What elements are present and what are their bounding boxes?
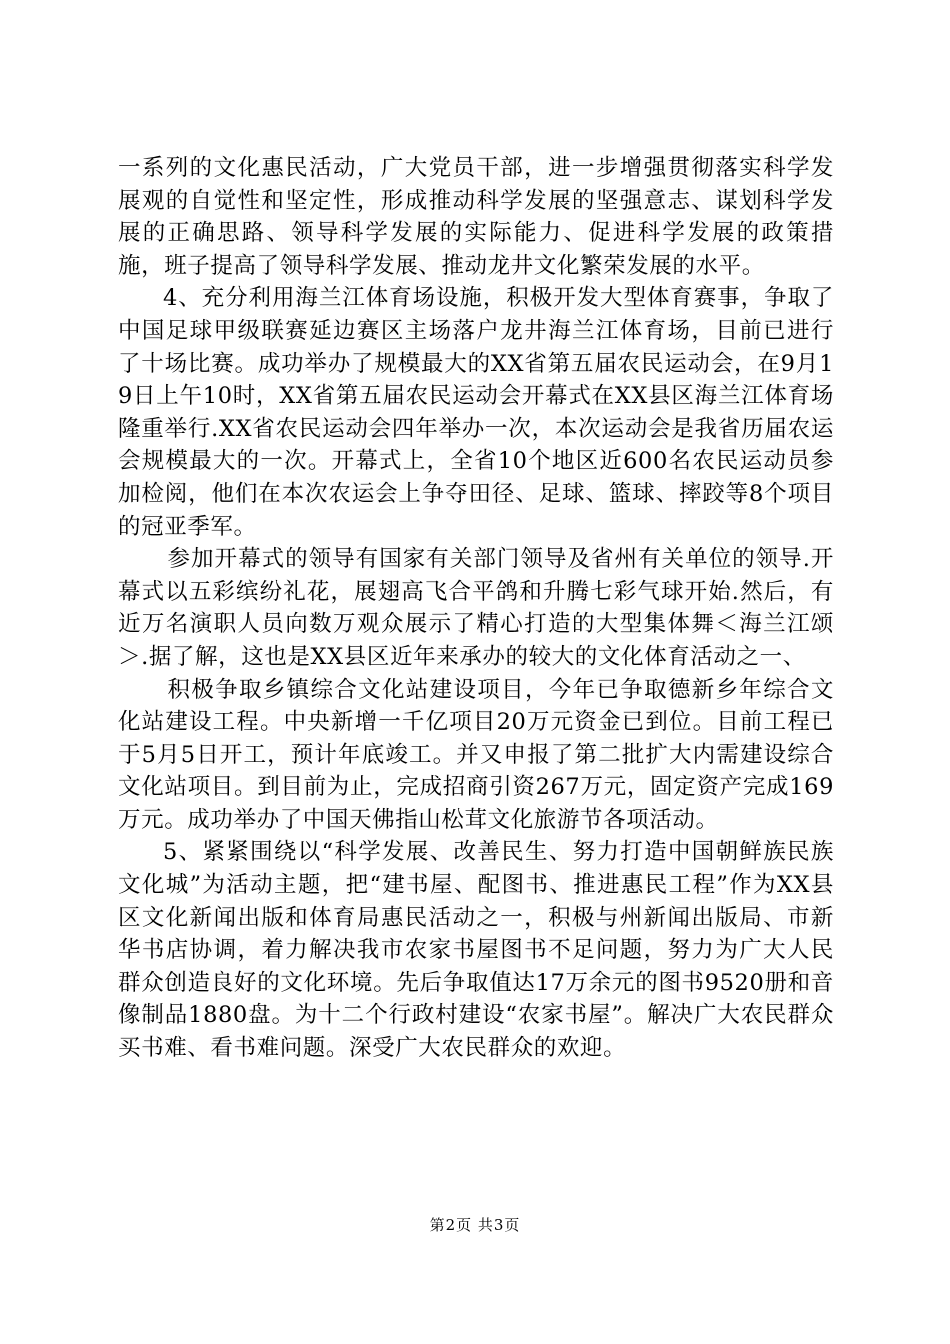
paragraph-1: 一系列的文化惠民活动，广大党员干部，进一步增强贯彻落实科学发展观的自觉性和坚定性，形成推动科学发展的坚强意志、谋划科学发展的正确思路、领导科学发展的实际能力、促进科学发展的政策措施，班子提高了领导科学发展、推动龙井文化繁荣发展的水平。 <box>118 155 834 279</box>
paragraph-2: 4、充分利用海兰江体育场设施，积极开发大型体育赛事，争取了中国足球甲级联赛延边赛区主场落户龙井海兰江体育场，目前已进行了十场比赛。成功举办了规模最大的XX省第五届农民运动会，在9月19日上午10时，XX省第五届农民运动会开幕式在XX县区海兰江体育场隆重举行.XX省农民运动会四年举办一次，本次运动会是我省历届农运会规模最大的一次。开幕式上，全省10个地区近600名农民运动员参加检阅，他们在本次农运会上争夺田径、足球、篮球、摔跤等8个项目的冠亚季军。 <box>118 285 834 540</box>
page-footer <box>0 1215 950 1235</box>
document-body <box>118 152 834 1065</box>
paragraph-4: 积极争取乡镇综合文化站建设项目，今年已争取德新乡年综合文化站建设工程。中央新增一千亿项目20万元资金已到位。目前工程已于5月5日开工，预计年底竣工。并又申报了第二批扩大内需建设综合文化站项目。到目前为止，完成招商引资267万元，固定资产完成169万元。成功举办了中国天佛指山松茸文化旅游节各项活动。 <box>118 676 834 833</box>
paragraph-3: 参加开幕式的领导有国家有关部门领导及省州有关单位的领导.开幕式以五彩缤纷礼花，展翅高飞合平鸽和升腾七彩气球开始.然后，有近万名演职人员向数万观众展示了精心打造的大型集体舞＜海兰江颂＞.据了解，这也是XX县区近年来承办的较大的文化体育活动之一、 <box>118 546 834 670</box>
page-number-label: 第2页 共3页 <box>429 1216 521 1234</box>
paragraph-5: 5、紧紧围绕以“科学发展、改善民生、努力打造中国朝鲜族民族文化城”为活动主题，把“建书屋、配图书、推进惠民工程”作为XX县区文化新闻出版和体育局惠民活动之一，积极与州新闻出版局、市新华书店协调，着力解决我市农家书屋图书不足问题，努力为广大人民群众创造良好的文化环境。先后争取值达17万余元的图书9520册和音像制品1880盘。为十二个行政村建设“农家书屋”。解决广大农民群众买书难、看书难问题。深受广大农民群众的欢迎。 <box>118 839 834 1062</box>
